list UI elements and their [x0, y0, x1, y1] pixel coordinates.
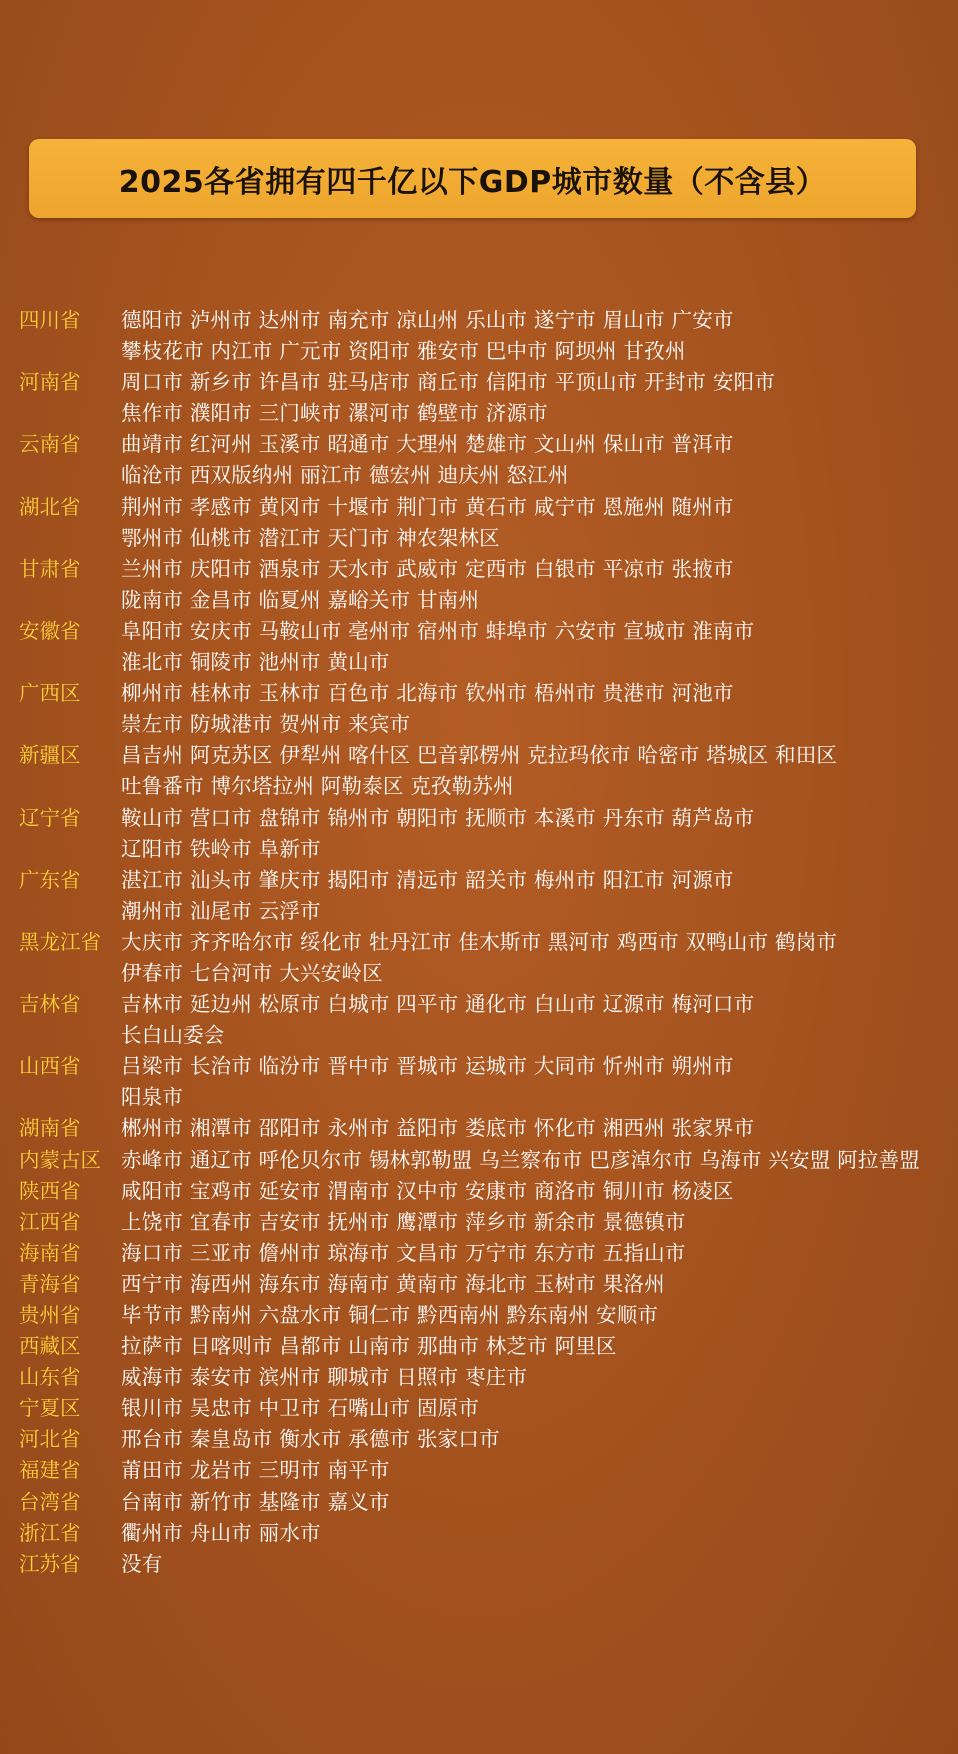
city-list: 西宁市 海西州 海东市 海南市 黄南市 海北市 玉树市 果洛州	[121, 1271, 665, 1296]
city-list: 郴州市 湘潭市 邵阳市 永州市 益阳市 娄底市 怀化市 湘西州 张家界市	[121, 1116, 755, 1141]
city-list: 昌吉州 阿克苏区 伊犁州 喀什区 巴音郭楞州 克拉玛依市 哈密市 塔城区 和田区	[121, 743, 838, 768]
city-list: 阜阳市 安庆市 马鞍山市 亳州市 宿州市 蚌埠市 六安市 宣城市 淮南市	[121, 618, 755, 643]
province-label: 河南省	[19, 370, 81, 395]
list-row	[0, 1331, 958, 1362]
page-title: 2025各省拥有四千亿以下GDP城市数量（不含县）	[118, 164, 827, 200]
list-row	[0, 460, 958, 491]
list-row	[0, 771, 958, 802]
list-row	[0, 1176, 958, 1207]
city-list: 崇左市 防城港市 贺州市 来宾市	[121, 712, 411, 737]
list-row	[0, 1051, 958, 1082]
list-row	[0, 709, 958, 740]
province-label: 湖北省	[19, 494, 81, 519]
list-row	[0, 1020, 958, 1051]
city-list: 鞍山市 营口市 盘锦市 锦州市 朝阳市 抚顺市 本溪市 丹东市 葫芦岛市	[121, 805, 755, 830]
province-label: 广西区	[19, 681, 81, 706]
city-list: 鄂州市 仙桃市 潜江市 天门市 神农架林区	[121, 525, 500, 550]
list-row	[0, 896, 958, 927]
province-label: 河北省	[19, 1427, 81, 1452]
list-row	[0, 1487, 958, 1518]
city-list: 周口市 新乡市 许昌市 驻马店市 商丘市 信阳市 平顶山市 开封市 安阳市	[121, 370, 776, 395]
list-row	[0, 1518, 958, 1549]
list-row	[0, 554, 958, 585]
province-label: 新疆区	[19, 743, 81, 768]
list-row	[0, 1424, 958, 1455]
province-label: 西藏区	[19, 1334, 81, 1359]
province-label: 宁夏区	[19, 1396, 81, 1421]
list-row	[0, 367, 958, 398]
list-row	[0, 1113, 958, 1144]
province-label: 吉林省	[19, 992, 81, 1017]
province-label: 福建省	[19, 1458, 81, 1483]
province-label: 江西省	[19, 1209, 81, 1234]
province-label: 贵州省	[19, 1303, 81, 1327]
city-list: 陇南市 金昌市 临夏州 嘉峪关市 甘南州	[121, 587, 480, 612]
list-row	[0, 429, 958, 460]
city-list: 德阳市 泸州市 达州市 南充市 凉山州 乐山市 遂宁市 眉山市 广安市	[121, 308, 734, 332]
city-list: 银川市 吴忠市 中卫市 石嘴山市 固原市	[121, 1396, 480, 1421]
city-list: 吐鲁番市 博尔塔拉州 阿勒泰区 克孜勒苏州	[121, 774, 514, 799]
province-label: 陕西省	[19, 1178, 81, 1203]
province-label: 广东省	[19, 867, 81, 892]
city-list: 海口市 三亚市 儋州市 琼海市 文昌市 万宁市 东方市 五指山市	[121, 1240, 686, 1265]
list-row	[0, 927, 958, 958]
title-banner	[29, 139, 916, 218]
city-list: 辽阳市 铁岭市 阜新市	[121, 836, 321, 861]
list-row	[0, 336, 958, 367]
list-row	[0, 1269, 958, 1300]
city-list: 淮北市 铜陵市 池州市 黄山市	[121, 650, 390, 675]
province-label: 台湾省	[19, 1489, 81, 1514]
city-list: 潮州市 汕尾市 云浮市	[121, 898, 321, 923]
province-label: 四川省	[19, 308, 81, 332]
list-row	[0, 523, 958, 554]
list-row	[0, 740, 958, 771]
list-row	[0, 678, 958, 709]
province-label: 浙江省	[19, 1520, 81, 1545]
city-list: 威海市 泰安市 滨州市 聊城市 日照市 枣庄市	[121, 1365, 528, 1390]
city-list: 邢台市 秦皇岛市 衡水市 承德市 张家口市	[121, 1427, 500, 1452]
city-list: 咸阳市 宝鸡市 延安市 渭南市 汉中市 安康市 商洛市 铜川市 杨凌区	[121, 1178, 734, 1203]
city-list: 攀枝花市 内江市 广元市 资阳市 雅安市 巴中市 阿坝州 甘孜州	[121, 339, 686, 364]
city-list: 阳泉市	[121, 1085, 184, 1110]
list-row	[0, 1082, 958, 1113]
list-row	[0, 865, 958, 896]
province-label: 黑龙江省	[19, 929, 101, 954]
list-row	[0, 1145, 958, 1176]
list-row	[0, 1362, 958, 1393]
city-list: 没有	[121, 1551, 163, 1576]
city-list: 吉林市 延边州 松原市 白城市 四平市 通化市 白山市 辽源市 梅河口市	[121, 992, 755, 1017]
list-row	[0, 1207, 958, 1238]
city-list: 吕梁市 长治市 临汾市 晋中市 晋城市 运城市 大同市 忻州市 朔州市	[121, 1054, 734, 1079]
city-list: 荆州市 孝感市 黄冈市 十堰市 荆门市 黄石市 咸宁市 恩施州 随州市	[121, 494, 734, 519]
city-list: 毕节市 黔南州 六盘水市 铜仁市 黔西南州 黔东南州 安顺市	[121, 1303, 659, 1327]
province-city-list	[0, 305, 958, 1580]
province-label: 江苏省	[19, 1551, 81, 1576]
city-list: 临沧市 西双版纳州 丽江市 德宏州 迪庆州 怒江州	[121, 463, 569, 488]
city-list: 台南市 新竹市 基隆市 嘉义市	[121, 1489, 390, 1514]
province-label: 海南省	[19, 1240, 81, 1265]
list-row	[0, 492, 958, 523]
list-row	[0, 1549, 958, 1580]
province-label: 云南省	[19, 432, 81, 457]
city-list: 兰州市 庆阳市 酒泉市 天水市 武威市 定西市 白银市 平凉市 张掖市	[121, 556, 734, 581]
province-label: 内蒙古区	[19, 1147, 101, 1172]
list-row	[0, 989, 958, 1020]
list-row	[0, 834, 958, 865]
list-row	[0, 958, 958, 989]
list-row	[0, 305, 958, 336]
list-row	[0, 585, 958, 616]
city-list: 衢州市 舟山市 丽水市	[121, 1520, 321, 1545]
city-list: 伊春市 七台河市 大兴安岭区	[121, 960, 383, 985]
city-list: 湛江市 汕头市 肇庆市 揭阳市 清远市 韶关市 梅州市 阳江市 河源市	[121, 867, 734, 892]
city-list: 曲靖市 红河州 玉溪市 昭通市 大理州 楚雄市 文山州 保山市 普洱市	[121, 432, 734, 457]
province-label: 安徽省	[19, 618, 81, 643]
city-list: 赤峰市 通辽市 呼伦贝尔市 锡林郭勒盟 乌兰察布市 巴彦淖尔市 乌海市 兴安盟 阿拉善盟	[121, 1147, 920, 1172]
province-label: 辽宁省	[19, 805, 81, 830]
province-label: 山东省	[19, 1365, 81, 1390]
province-label: 湖南省	[19, 1116, 81, 1141]
city-list: 长白山委会	[121, 1023, 225, 1048]
list-row	[0, 1393, 958, 1424]
city-list: 拉萨市 日喀则市 昌都市 山南市 那曲市 林芝市 阿里区	[121, 1334, 617, 1359]
list-row	[0, 1238, 958, 1269]
list-row	[0, 398, 958, 429]
province-label: 甘肃省	[19, 556, 81, 581]
city-list: 莆田市 龙岩市 三明市 南平市	[121, 1458, 390, 1483]
city-list: 大庆市 齐齐哈尔市 绥化市 牡丹江市 佳木斯市 黑河市 鸡西市 双鸭山市 鹤岗市	[121, 929, 838, 954]
list-row	[0, 1300, 958, 1331]
list-row	[0, 647, 958, 678]
province-label: 山西省	[19, 1054, 81, 1079]
city-list: 焦作市 濮阳市 三门峡市 漯河市 鹤壁市 济源市	[121, 401, 548, 426]
city-list: 上饶市 宜春市 吉安市 抚州市 鹰潭市 萍乡市 新余市 景德镇市	[121, 1209, 686, 1234]
city-list: 柳州市 桂林市 玉林市 百色市 北海市 钦州市 梧州市 贵港市 河池市	[121, 681, 734, 706]
province-label: 青海省	[19, 1271, 81, 1296]
list-row	[0, 616, 958, 647]
list-row	[0, 803, 958, 834]
list-row	[0, 1455, 958, 1486]
